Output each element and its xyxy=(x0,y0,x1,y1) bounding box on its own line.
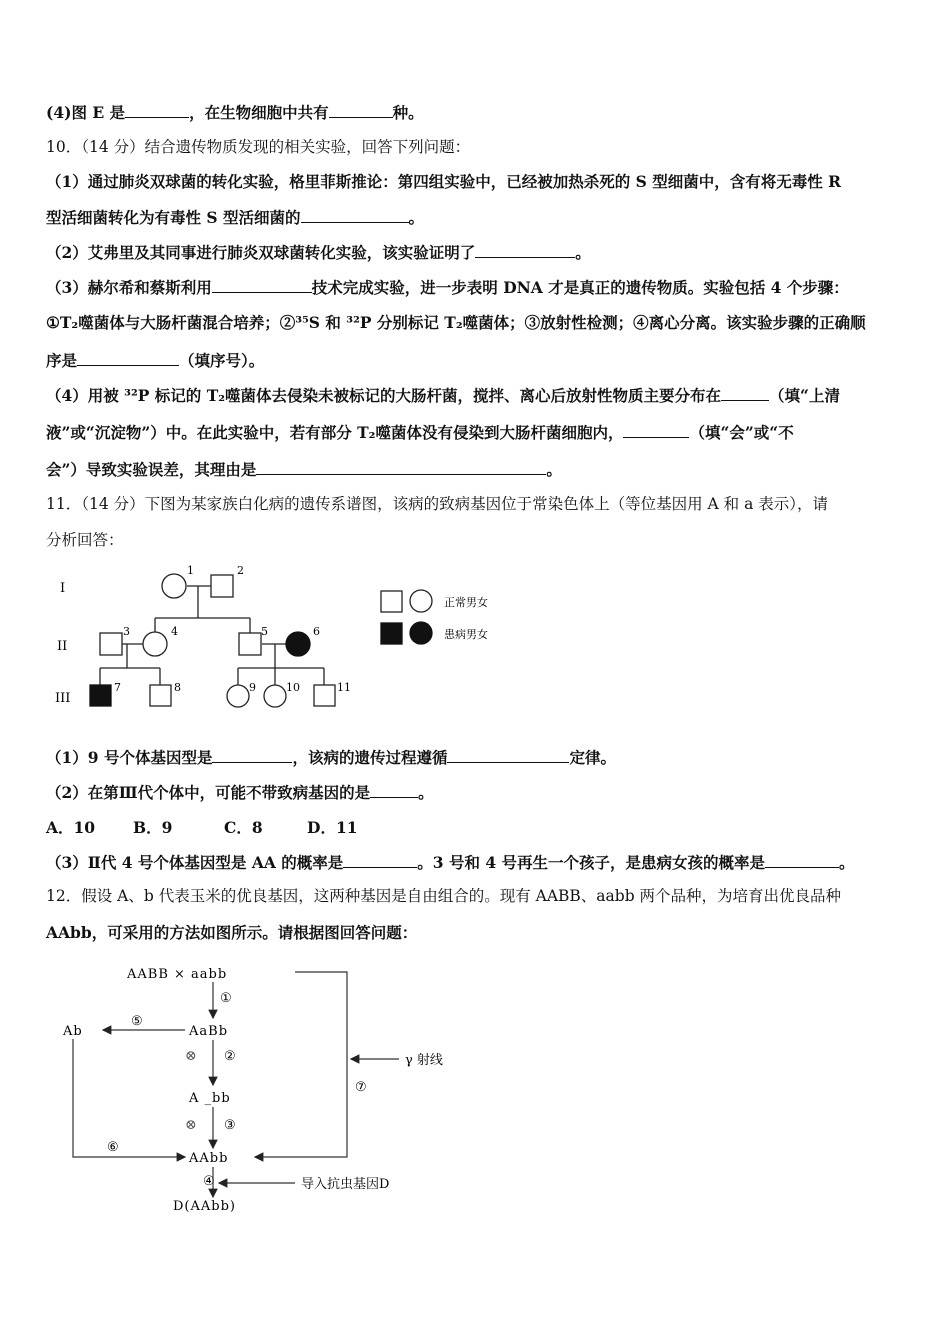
q9-part4-text-a: (4)图 E 是 xyxy=(46,103,126,122)
q10-part4-line3 xyxy=(46,459,562,480)
diagram-step-4: ④ xyxy=(203,1174,215,1189)
q10-part1-text-b: 型活细菌转化为有毒性 S 型活细菌的 xyxy=(46,208,301,227)
q11-sub1-text-a: （1）9 号个体基因型是 xyxy=(46,748,213,767)
q11-option-b[interactable]: B．9 xyxy=(133,818,173,837)
q11-sub2-line xyxy=(46,782,434,803)
q10-part3-blank-2[interactable] xyxy=(77,350,179,366)
q10-part1-line1 xyxy=(46,172,841,192)
q11-option-d[interactable]: D．11 xyxy=(307,818,358,837)
q12-header-line2 xyxy=(46,923,417,943)
legend-affected-male xyxy=(381,623,402,644)
q10-part1-text-c: 。 xyxy=(408,208,425,227)
diagram-step-3: ③ xyxy=(224,1118,236,1133)
q10-part3-line2 xyxy=(46,313,866,333)
legend-normal-female xyxy=(410,590,432,612)
pedigree-num-6: 6 xyxy=(313,625,320,638)
diagram-step-7: ⑦ xyxy=(355,1080,367,1095)
q11-sub3-blank-1[interactable] xyxy=(343,852,417,868)
legend-normal-label: 正常男女 xyxy=(444,596,488,609)
q11-sub2-text-b: 。 xyxy=(418,783,434,802)
q10-part2-line xyxy=(46,242,591,263)
diagram-selfing-2: ⊗ xyxy=(185,1117,197,1133)
q10-part4-blank-2[interactable] xyxy=(623,422,689,438)
pedigree-individual-5 xyxy=(239,633,261,655)
q9-part4-text-c: 种。 xyxy=(392,103,424,122)
pedigree-gen-label-1: I xyxy=(60,581,66,596)
diagram-step-6: ⑥ xyxy=(107,1140,119,1155)
q10-part1-blank[interactable] xyxy=(301,207,409,223)
q11-option-a[interactable]: A．10 xyxy=(46,818,96,837)
pedigree-gen-label-2: II xyxy=(57,639,68,654)
pedigree-num-9: 9 xyxy=(249,681,256,694)
q12-header-text-a: 12．假设 A、b 代表玉米的优良基因，这两种基因是自由组合的。现有 AABB、aabb 两个品种，为培育出优良品种 xyxy=(46,887,842,905)
pedigree-gen-label-3: III xyxy=(55,691,71,706)
legend-affected-female xyxy=(410,622,432,644)
q11-sub1-blank-2[interactable] xyxy=(447,747,569,763)
pedigree-num-4: 4 xyxy=(171,625,178,638)
q9-part4-blank-1[interactable] xyxy=(125,102,189,118)
q10-part3-text-a: （3）赫尔希和蔡斯利用 xyxy=(46,278,212,297)
pedigree-individual-7 xyxy=(90,685,111,706)
q10-header xyxy=(46,137,470,157)
q10-part4-line2 xyxy=(46,422,794,443)
diagram-final-label: D(AAbb) xyxy=(173,1199,236,1214)
diagram-gene-label: 导入抗虫基因D xyxy=(301,1177,390,1192)
pedigree-num-7: 7 xyxy=(114,681,121,694)
pedigree-individual-8 xyxy=(150,685,171,706)
q10-part4-text-b: （填“上清 xyxy=(769,386,840,405)
diagram-gamma-label: γ 射线 xyxy=(405,1053,443,1068)
q10-part4-text-d: （填“会”或“不 xyxy=(689,423,794,442)
diagram-f1-label: AaBb xyxy=(189,1024,229,1039)
diagram-selfing-1: ⊗ xyxy=(185,1048,197,1064)
q11-sub1-line xyxy=(46,747,616,768)
q11-sub3-text-c: 。 xyxy=(839,853,855,872)
legend-affected-label: 患病男女 xyxy=(444,628,488,641)
q11-sub1-text-b: ，该病的遗传过程遵循 xyxy=(292,748,448,767)
q10-part3-text-b: 技术完成实验，进一步表明 DNA 才是真正的遗传物质。实验包括 4 个步骤： xyxy=(311,278,849,297)
q10-part1-line2 xyxy=(46,207,424,228)
q11-option-c[interactable]: C．8 xyxy=(224,818,263,837)
pedigree-individual-9 xyxy=(227,685,249,707)
pedigree-num-10: 10 xyxy=(286,681,300,694)
q11-header-text-a: 11．（14 分）下图为某家族白化病的遗传系谱图，该病的致病基因位于常染色体上（等位基因用 A 和 a 表示），请 xyxy=(46,495,829,513)
diagram-a-bb-label: A _bb xyxy=(189,1091,231,1106)
q11-sub1-blank-1[interactable] xyxy=(212,747,292,763)
diagram-step-2: ② xyxy=(224,1049,236,1064)
diagram-step-1: ① xyxy=(220,991,232,1006)
q11-header-line2 xyxy=(46,530,124,550)
pedigree-chart xyxy=(40,560,520,720)
pedigree-num-11: 11 xyxy=(337,681,351,694)
q10-part2-text-a: （2）艾弗里及其同事进行肺炎双球菌转化实验，该实验证明了 xyxy=(46,243,476,262)
q12-header-line1 xyxy=(46,886,841,906)
breeding-diagram xyxy=(55,955,475,1225)
q10-part3-line3 xyxy=(46,350,264,371)
pedigree-individual-11 xyxy=(314,685,335,706)
diagram-step-5: ⑤ xyxy=(131,1014,143,1029)
legend-normal-male xyxy=(381,591,402,612)
arrow-step-6 xyxy=(73,1039,185,1157)
q11-sub3-text-b: 。3 号和 4 号再生一个孩子，是患病女孩的概率是 xyxy=(417,853,766,872)
q11-header-line1 xyxy=(46,494,828,514)
q10-part4-blank-1[interactable] xyxy=(721,385,769,401)
diagram-cross-label: AABB × aabb xyxy=(127,967,228,982)
q11-sub2-text-a: （2）在第Ⅲ代个体中，可能不带致病基因的是 xyxy=(46,783,371,802)
q10-part4-text-f: 。 xyxy=(546,460,562,479)
pedigree-individual-10 xyxy=(264,685,286,707)
q11-sub3-line xyxy=(46,852,855,873)
pedigree-num-5: 5 xyxy=(261,625,268,638)
pedigree-individual-3 xyxy=(100,633,122,655)
q11-sub3-blank-2[interactable] xyxy=(765,852,839,868)
q10-part3-line1 xyxy=(46,277,849,298)
diagram-ab-label: Ab xyxy=(63,1024,83,1039)
pedigree-individual-1 xyxy=(162,574,186,598)
pedigree-individual-6 xyxy=(286,632,310,656)
q9-part4-line xyxy=(46,102,424,123)
q10-header-text: 10．（14 分）结合遗传物质发现的相关实验，回答下列问题： xyxy=(46,138,471,156)
diagram-aabb-label: AAbb xyxy=(189,1151,229,1166)
q9-part4-text-b: ，在生物细胞中共有 xyxy=(189,103,329,122)
pedigree-num-8: 8 xyxy=(174,681,181,694)
q9-part4-blank-2[interactable] xyxy=(329,102,393,118)
q11-sub2-blank[interactable] xyxy=(370,782,418,798)
pedigree-num-2: 2 xyxy=(237,564,244,577)
q10-part4-blank-3[interactable] xyxy=(256,459,546,475)
q11-header-text-b: 分析回答： xyxy=(46,531,124,549)
arrow-step-7 xyxy=(255,972,347,1157)
pedigree-individual-4 xyxy=(143,632,167,656)
q10-part3-blank-1[interactable] xyxy=(212,277,312,293)
q10-part3-text-c: ①T₂噬菌体与大肠杆菌混合培养；②³⁵S 和 ³²P 分别标记 T₂噬菌体；③放射性检测；④离心分离。该实验步骤的正确顺 xyxy=(46,313,866,332)
pedigree-num-3: 3 xyxy=(123,625,130,638)
q10-part2-blank[interactable] xyxy=(475,242,575,258)
q11-sub1-text-c: 定律。 xyxy=(569,748,616,767)
q10-part3-text-d: 序是 xyxy=(46,351,78,370)
q11-sub3-text-a: （3）Ⅱ代 4 号个体基因型是 AA 的概率是 xyxy=(46,853,344,872)
q10-part4-text-a: （4）用被 ³²P 标记的 T₂噬菌体去侵染未被标记的大肠杆菌，搅拌、离心后放射性物质主要分布在 xyxy=(46,386,722,405)
q10-part3-text-e: （填序号）。 xyxy=(179,351,265,370)
q12-header-text-b: AAbb，可采用的方法如图所示。请根据图回答问题： xyxy=(46,923,418,942)
q10-part4-text-e: 会”）导致实验误差，其理由是 xyxy=(46,460,257,479)
q10-part2-text-b: 。 xyxy=(575,243,591,262)
pedigree-individual-2 xyxy=(211,575,233,597)
q10-part4-line1 xyxy=(46,385,840,406)
pedigree-num-1: 1 xyxy=(187,564,194,577)
q10-part4-text-c: 液”或“沉淀物”）中。在此实验中，若有部分 T₂噬菌体没有侵染到大肠杆菌细胞内， xyxy=(46,423,624,442)
q10-part1-text-a: （1）通过肺炎双球菌的转化实验，格里菲斯推论：第四组实验中，已经被加热杀死的 S 型细菌中，含有将无毒性 R xyxy=(46,172,842,191)
